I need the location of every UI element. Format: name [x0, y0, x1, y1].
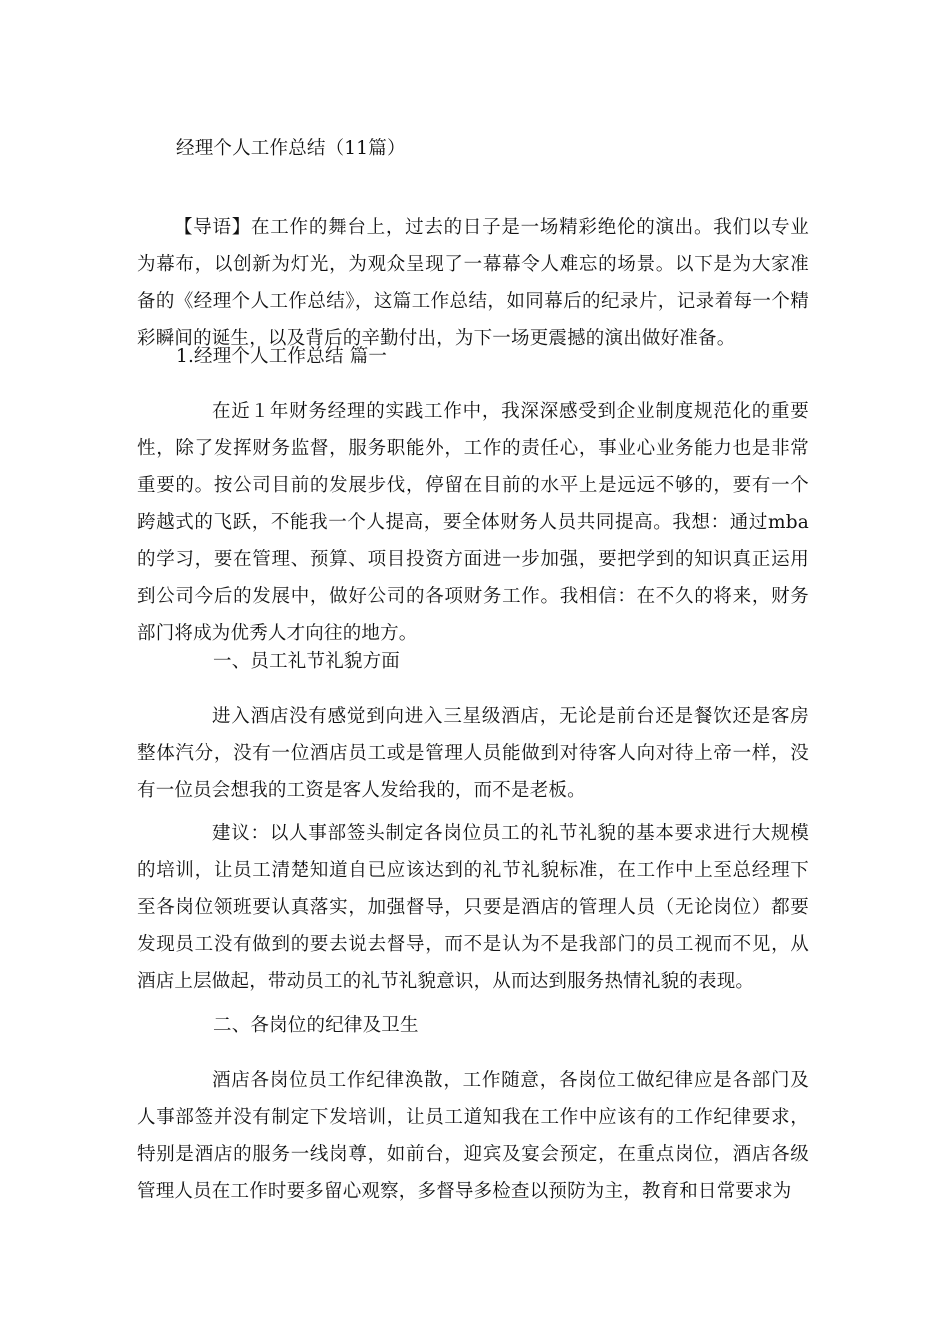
subsection-2-paragraph-1: 酒店各岗位员工作纪律涣散，工作随意，各岗位工做纪律应是各部门及人事部签并没有制定下发培训，让员工道知我在工作中应该有的工作纪律要求，特别是酒店的服务一线岗尊，如前台，迎宾及宴会预定，在重点岗位，酒店各级管理人员在工作时要多留心观察，多督导多检查以预防为主，教育和日常要求为	[137, 1070, 809, 1202]
subsection-1-paragraph-1: 进入酒店没有感觉到向进入三星级酒店，无论是前台还是餐饮还是客房整体汽分，没有一位酒店员工或是管理人员能做到对待客人向对待上帝一样，没有一位员会想我的工资是客人发给我的，而不是老板。	[137, 706, 809, 801]
section-1-heading: 1.经理个人工作总结 篇一	[176, 346, 388, 367]
document-title: 经理个人工作总结（11篇）	[176, 138, 406, 159]
intro-paragraph: 【导语】在工作的舞台上，过去的日子是一场精彩绝伦的演出。我们以专业为幕布，以创新为灯光，为观众呈现了一幕幕令人难忘的场景。以下是为大家准备的《经理个人工作总结》，这篇工作总结，如同幕后的纪录片，记录着每一个精彩瞬间的诞生，以及背后的辛勤付出，为下一场更震撼的演出做好准备。	[137, 217, 809, 349]
section-1-paragraph: 在近１年财务经理的实践工作中，我深深感受到企业制度规范化的重要性，除了发挥财务监督，服务职能外，工作的责任心，事业心业务能力也是非常重要的。按公司目前的发展步伐，停留在目前的水平上是远远不够的，要有一个跨越式的飞跃，不能我一个人提高，要全体财务人员共同提高。我想：通过mba的学习，要在管理、预算、项目投资方面进一步加强，要把学到的知识真正运用到公司今后的发展中，做好公司的各项财务工作。我相信：在不久的将来，财务部门将成为优秀人才向往的地方。	[137, 401, 809, 644]
subsection-2-heading: 二、各岗位的纪律及卫生	[213, 1015, 419, 1036]
subsection-1-paragraph-2: 建议：以人事部签头制定各岗位员工的礼节礼貌的基本要求进行大规模的培训，让员工清楚知道自已应该达到的礼节礼貌标准，在工作中上至总经理下至各岗位领班要认真落实，加强督导，只要是酒店的管理人员（无论岗位）都要发现员工没有做到的要去说去督导，而不是认为不是我部门的员工视而不见，从酒店上层做起，带动员工的礼节礼貌意识，从而达到服务热情礼貌的表现。	[137, 823, 809, 992]
subsection-1-heading: 一、员工礼节礼貌方面	[213, 651, 401, 672]
